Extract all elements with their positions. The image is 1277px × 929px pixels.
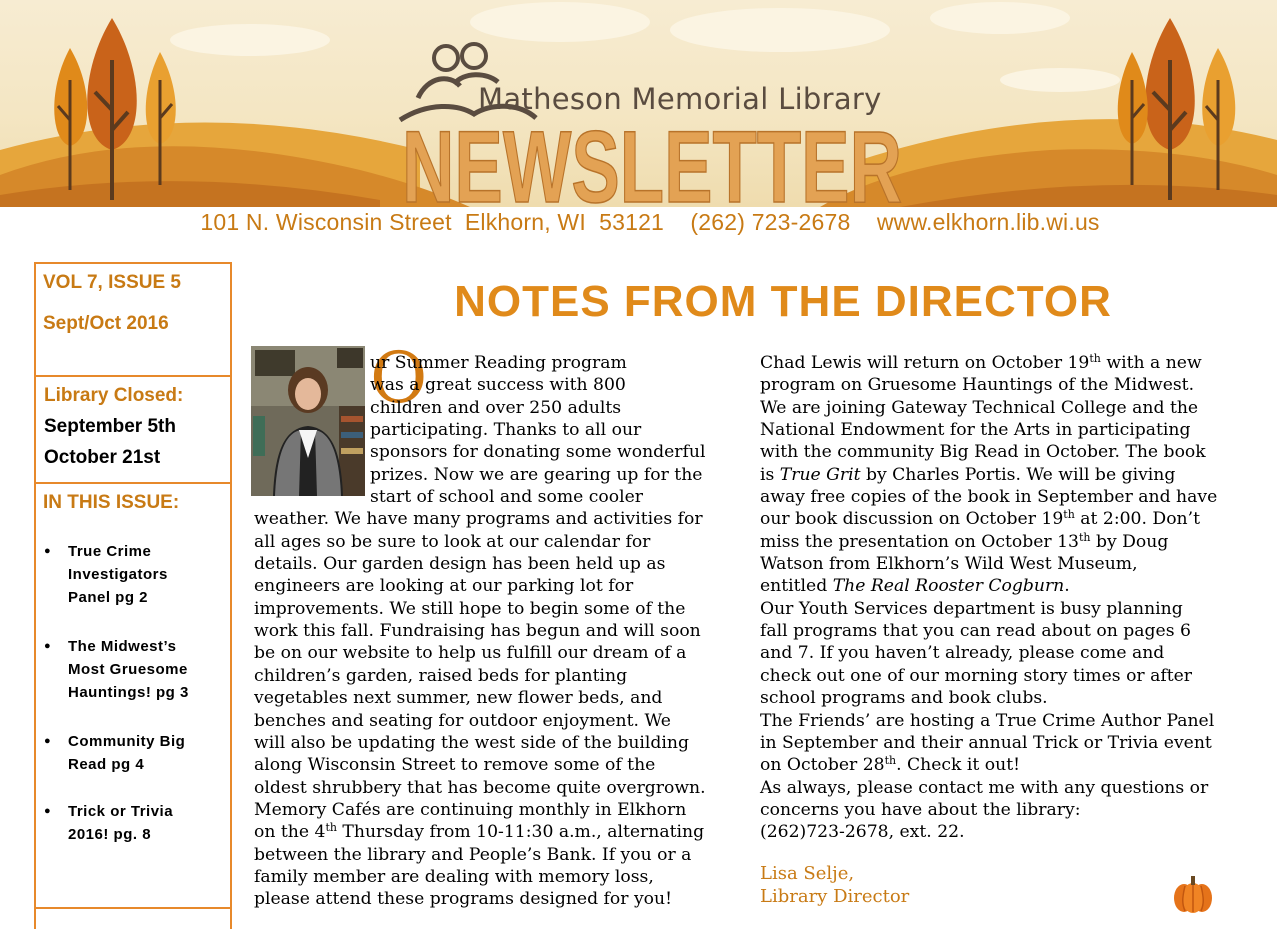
article-line: away free copies of the book in September and have [760, 487, 1218, 508]
contents-list [44, 540, 224, 846]
newsletter-word: NEWSLETTER [402, 118, 902, 208]
closed-date: October 21st [44, 447, 161, 468]
article-line [760, 508, 1250, 530]
article-line: oldest shrubbery that has become quite overgrown. [254, 777, 706, 798]
article-line: was a great success with 800 [370, 375, 626, 396]
article-line: program on Gruesome Hauntings of the Midwest. [760, 375, 1195, 396]
article-line: The Friends’ are hosting a True Crime Author Panel [760, 710, 1215, 731]
article-line [760, 531, 1250, 553]
article-line: National Endowment for the Arts in participating [760, 420, 1191, 441]
text-run: with a new [1100, 353, 1202, 373]
contents-item-line: Trick or Trivia [68, 803, 174, 820]
contents-item-line: The Midwest’s [68, 638, 177, 655]
article-line: participating. Thanks to all our [370, 420, 642, 441]
pumpkin-icon [1172, 874, 1214, 914]
text-run: Thursday from 10-11:30 a.m., alternating [336, 822, 705, 843]
newsletter-banner [0, 0, 1277, 207]
text-run: by Charles Portis. We will be giving [860, 464, 1176, 485]
drop-cap: O [370, 337, 428, 419]
article-line: with the community Big Read in October. The book [760, 442, 1206, 463]
article-line: children’s garden, raised beds for planting [254, 665, 628, 686]
article-line: improvements. We still hope to begin some of the [254, 598, 686, 619]
article-line: check out one of our morning story times or after [760, 665, 1192, 686]
article-right-column [760, 352, 1250, 844]
contents-item-line: Panel pg 2 [68, 589, 149, 606]
article-line: all ages so be sure to look at our calendar for [254, 531, 651, 552]
article-line: We are joining Gateway Technical College and the [760, 397, 1199, 418]
text-run: our book discussion on October 19 [760, 509, 1064, 530]
contents-item[interactable] [44, 540, 224, 635]
article-headline: NOTES FROM THE DIRECTOR [454, 277, 1112, 326]
contents-item-line: Investigators [68, 566, 168, 583]
article-line [760, 352, 1250, 374]
article-line: work this fall. Fundraising has begun and will soon [254, 621, 701, 642]
issue-volume: VOL 7, ISSUE 5 [43, 272, 181, 293]
article-line [760, 464, 1250, 486]
signature-name: Lisa Selje, [760, 863, 855, 884]
article-line: ur Summer Reading program [370, 353, 627, 373]
article-line: sponsors for donating some wonderful [370, 442, 706, 463]
signature-title: Library Director [760, 886, 910, 907]
superscript: th [1078, 530, 1091, 544]
article-line: weather. We have many programs and activities for [254, 509, 703, 530]
article-line: be on our website to help us fulfill our dream of a [254, 643, 687, 664]
text-run: miss the presentation on October 13 [760, 531, 1079, 552]
article-line: vegetables next summer, new flower beds, and [254, 688, 663, 709]
article-line: along Wisconsin Street to remove some of the [254, 755, 656, 776]
superscript: th [884, 754, 897, 768]
closed-title: Library Closed: [44, 385, 184, 406]
library-closed-box [36, 377, 232, 484]
contents-item-line: Read pg 4 [68, 756, 145, 773]
text-run: by Doug [1090, 531, 1169, 552]
article-line: Our Youth Services department is busy planning [760, 598, 1183, 619]
contact-line: 101 N. Wisconsin Street Elkhorn, WI 53121 (262) 723-2678 www.elkhorn.lib.wi.us [200, 209, 1100, 235]
article-line: start of school and some cooler [370, 487, 643, 508]
in-this-issue-title: IN THIS ISSUE: [43, 492, 180, 513]
contents-item[interactable] [44, 730, 224, 800]
article-line: between the library and People’s Bank. If you or a [254, 844, 692, 865]
library-name: Matheson Memorial Library [478, 82, 882, 116]
text-run: . Check it out! [896, 755, 1021, 776]
contents-item-line: True Crime [68, 543, 152, 560]
superscript: th [1063, 508, 1075, 522]
text-run: . [1064, 576, 1070, 597]
article-line: children and over 250 adults [370, 397, 622, 418]
presentation-title: The Real Rooster Cogburn [832, 576, 1065, 597]
article-line: school programs and book clubs. [760, 688, 1048, 709]
article-line: family member are dealing with memory loss, [254, 866, 654, 887]
article-line: Memory Cafés are continuing monthly in Elkhorn [254, 799, 687, 820]
superscript: th [1089, 352, 1101, 365]
article-line: Watson from Elkhorn’s Wild West Museum, [760, 554, 1138, 575]
article-line [760, 575, 1250, 597]
article-line: prizes. Now we are gearing up for the [370, 464, 703, 485]
text-run: on October 28 [760, 755, 885, 776]
closed-date: September 5th [44, 416, 176, 437]
text-run: at 2:00. Don’t [1074, 509, 1200, 530]
contents-item[interactable] [44, 635, 224, 730]
text-run: Chad Lewis will return on October 19 [760, 353, 1090, 373]
article-line: details. Our garden design has been held up as [254, 554, 666, 575]
contents-item-line: Hauntings! pg 3 [68, 684, 189, 701]
article-left-column [254, 352, 732, 911]
article-line: will also be updating the west side of the building [254, 732, 689, 753]
contents-item[interactable] [44, 800, 224, 846]
issue-info-box [36, 262, 232, 377]
article-line: in September and their annual Trick or Trivia event [760, 732, 1212, 753]
in-this-issue-box [36, 484, 232, 909]
article-line: As always, please contact me with any questions or [760, 777, 1209, 798]
contents-item-line: Most Gruesome [68, 661, 188, 678]
article-line: fall programs that you can read about on pages 6 [760, 621, 1191, 642]
signature [760, 862, 909, 908]
book-title: True Grit [779, 464, 861, 485]
article-line: concerns you have about the library: [760, 799, 1081, 820]
text-run: entitled [760, 576, 833, 597]
article-line: and 7. If you haven’t already, please come and [760, 643, 1165, 664]
contents-item-line: Community Big [68, 733, 186, 750]
superscript: th [325, 821, 337, 835]
issue-date: Sept/Oct 2016 [43, 313, 169, 334]
newsletter-wordmark [398, 118, 906, 207]
text-run: on the 4 [254, 822, 326, 843]
article-line [760, 754, 1250, 776]
text-run: is [760, 464, 780, 485]
article-line: please attend these programs designed for you! [254, 889, 672, 910]
article-line [254, 821, 732, 843]
article-line: engineers are looking at our parking lot for [254, 576, 634, 597]
article-line: benches and seating for outdoor enjoyment. We [254, 710, 671, 731]
article-line: (262)723-2678, ext. 22. [760, 822, 965, 843]
sidebar [34, 262, 232, 929]
contents-item-line: 2016! pg. 8 [68, 826, 152, 843]
